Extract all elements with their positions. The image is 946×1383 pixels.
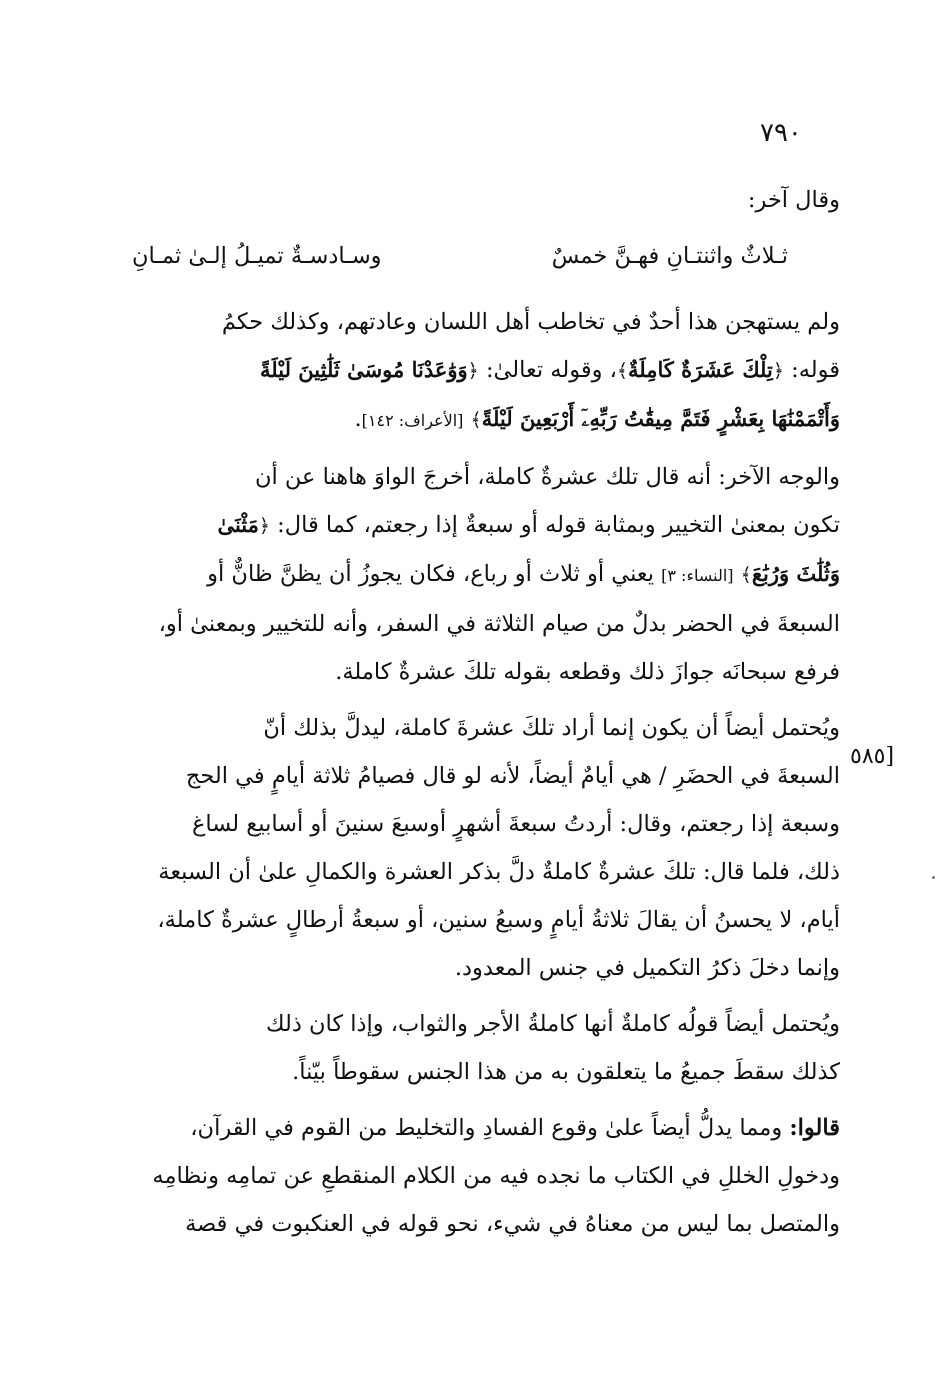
text-line: ويُحتمل أيضاً أن يكون إنما أراد تلكَ عشرةَ كاملة، ليدلَّ بذلك أنّ <box>263 715 840 741</box>
text-run: تكون بمعنىٰ التخيير وبمثابة قوله أو سبعةٌ إذا رجعتم، كما قال: <box>270 512 840 538</box>
text-line: وسبعة إذا رجعتم، وقال: أردتُ سبعةَ أشهرٍ أوسبعَ سنينَ أو أسابيع لساغ <box>191 811 840 837</box>
text-run: قوله: <box>783 357 840 383</box>
quran-bracket-open: ﴿ <box>772 360 784 382</box>
quran-quote: مَثْنَىٰ <box>217 512 259 537</box>
quran-bracket-close: ﴾ <box>616 360 628 382</box>
surah-reference: [الأعراف: ١٤٢] <box>361 411 464 430</box>
text-body <box>92 176 840 1256</box>
text-line <box>92 550 840 600</box>
text-line: فرفع سبحانَه جوازَ ذلك وقطعه بقوله تلكَ عشرةٌ كاملة. <box>335 659 840 685</box>
quran-quote: وَثُلَٰثَ وَرُبَٰعَ <box>751 561 840 586</box>
text-line: أيام، لا يحسنُ أن يقالَ ثلاثةُ أيامٍ وسبعُ سنين، أو سبعةُ أرطالٍ عشرةٌ كاملة، <box>157 907 840 933</box>
text-line: وإنما دخلَ ذكرُ التكميل في جنس المعدود. <box>454 955 840 981</box>
paragraph-3 <box>92 704 840 992</box>
text-run: ومما يدلُّ أيضاً علىٰ وقوع الفسادِ والتخليط من القوم في القرآن، <box>190 1115 790 1141</box>
quran-bracket-close: ﴾ <box>740 564 752 586</box>
text-line: والمتصل بما ليس من معناهُ في شيء، نحو قوله في العنكبوت في قصة <box>185 1211 840 1237</box>
paragraph-4 <box>92 1000 840 1096</box>
paragraph-2 <box>92 453 840 696</box>
surah-reference: [النساء: ٣] <box>661 566 734 585</box>
text-line <box>92 501 840 550</box>
intro-line: وقال آخر: <box>747 187 840 213</box>
scan-speck <box>932 876 935 879</box>
poem-verse <box>92 232 840 280</box>
quran-quote: وَوَٰعَدْنَا مُوسَىٰ ثَلَٰثِينَ لَيْلَةً <box>260 357 468 382</box>
text-line <box>92 395 840 445</box>
poem-first-hemistich: ثـلاثٌ واثنتـانِ فهـنَّ خمسٌ <box>551 243 788 269</box>
text-line <box>92 346 840 395</box>
margin-page-reference: [٥٨٥ <box>850 744 895 769</box>
quran-bracket-open: ﴿ <box>467 360 479 382</box>
page-number: ٧٩٠ <box>760 118 802 148</box>
text-run: يعني أو ثلاث أو رباع، فكان يجوزُ أن يظنَّ ظانٌّ أو <box>207 561 662 587</box>
text-run: ، وقوله تعالىٰ: <box>478 357 617 383</box>
quran-quote: تِلْكَ عَشَرَةٌ كَامِلَةٌ <box>628 357 773 382</box>
quran-bracket-open: ﴿ <box>258 515 271 537</box>
text-line: ذلك، فلما قال: تلكَ عشرةٌ كاملةٌ دلَّ بذكر العشرة والكمالِ علىٰ أن السبعة <box>158 859 840 885</box>
text-line: ودخولِ الخللِ في الكتاب ما نجده فيه من الكلام المنقطعِ عن تمامِه ونظامِه <box>152 1163 840 1189</box>
paragraph-1 <box>92 298 840 445</box>
paragraph-lead-word: قالوا: <box>789 1115 840 1141</box>
text-run: . <box>354 406 362 432</box>
text-line: كذلك سقطَ جميعُ ما يتعلقون به من هذا الجنس سقوطاً بيّناً. <box>292 1059 840 1085</box>
text-line: والوجه الآخر: أنه قال تلك عشرةٌ كاملة، أخرجَ الواوَ هاهنا عن أن <box>254 464 840 490</box>
text-line <box>92 1104 840 1152</box>
text-line: ويُحتمل أيضاً قولُه كاملةٌ أنها كاملةُ الأجر والثواب، وإذا كان ذلك <box>266 1011 840 1037</box>
quran-quote: وَأَتْمَمْنَٰهَا بِعَشْرٍ فَتَمَّ مِيقَٰتُ رَبِّهِۦٓ أَرْبَعِينَ لَيْلَةً <box>481 406 840 431</box>
intro-paragraph <box>92 176 840 224</box>
paragraph-5 <box>92 1104 840 1248</box>
text-line: ولم يستهجن هذا أحدٌ في تخاطب أهل اللسان وعادتهم، وكذلك حكمُ <box>221 309 840 335</box>
text-line: السبعةَ في الحضر بدلٌ من صيام الثلاثة في السفر، وأنه للتخيير وبمعنىٰ أو، <box>158 611 840 637</box>
text-line: السبعةَ في الحضَرِ / هي أيامٌ أيضاً، لأنه لو قال فصيامُ ثلاثة أيامٍ في الحج <box>185 763 840 789</box>
poem-second-hemistich: وسـادسـةٌ تميـلُ إلـىٰ ثمـانِ <box>132 243 382 269</box>
quran-bracket-close: ﴾ <box>470 409 482 431</box>
